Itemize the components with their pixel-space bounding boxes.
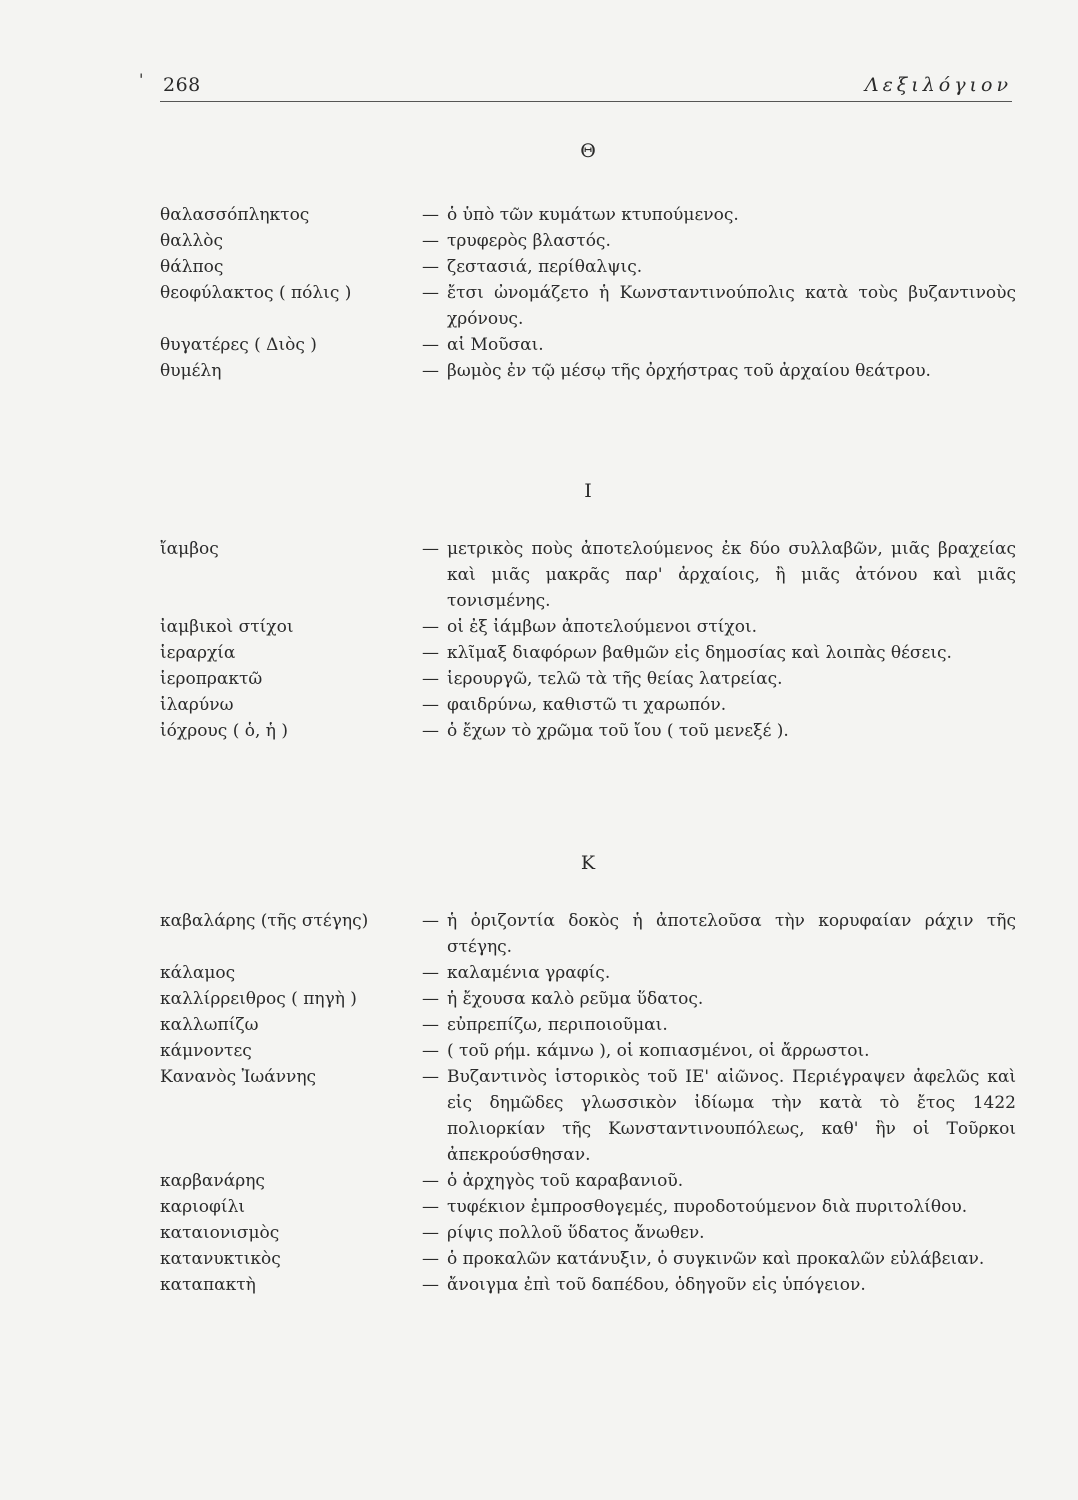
entry-term: ἰόχρους ( ὁ, ἡ ) — [160, 721, 288, 741]
entry-dash: — — [422, 989, 439, 1009]
entry-term: κάμνοντες — [160, 1041, 252, 1061]
entry-term: θαλλὸς — [160, 231, 224, 251]
entry-definition: κλῖμαξ διαφόρων βαθμῶν εἰς δημοσίας καὶ λοιπὰς θέσεις. — [447, 643, 952, 663]
entry — [160, 1038, 1016, 1064]
entry — [160, 1220, 1016, 1246]
entry-definition: ὁ ὑπὸ τῶν κυμάτων κτυπούμενος. — [447, 205, 739, 225]
entry-dash: — — [422, 1249, 439, 1269]
entry-dash: — — [422, 539, 439, 559]
entry-term: καταπακτὴ — [160, 1275, 256, 1295]
running-title: Λεξιλόγιον — [864, 74, 1012, 96]
entry-dash: — — [422, 643, 439, 663]
entry-definition: καλαμένια γραφίς. — [447, 963, 611, 983]
entry-definition: ρίψις πολλοῦ ὕδατος ἄνωθεν. — [447, 1223, 705, 1243]
entry-dash: — — [422, 617, 439, 637]
entry-definition: ἡ ὁριζοντία δοκὸς ἡ ἀποτελοῦσα τὴν κορυφαίαν ράχιν τῆς στέγης. — [447, 911, 1016, 957]
entry-dash: — — [422, 335, 439, 355]
entry — [160, 692, 1016, 718]
entry-definition: ὁ προκαλῶν κατάνυξιν, ὁ συγκινῶν καὶ προκαλῶν εὐλάβειαν. — [447, 1249, 985, 1269]
entry-definition: τρυφερὸς βλαστός. — [447, 231, 611, 251]
section-letter: Κ — [580, 852, 596, 874]
entry-dash: — — [422, 1275, 439, 1295]
entry-definition: ὁ ἔχων τὸ χρῶμα τοῦ ἴου ( τοῦ μενεξέ ). — [447, 721, 789, 741]
page-header — [139, 70, 1012, 100]
page-number: 268 — [163, 74, 201, 96]
entry-term: καβαλάρης (τῆς στέγης) — [160, 911, 369, 931]
entry-dash: — — [422, 231, 439, 251]
entry-term: θεοφύλακτος ( πόλις ) — [160, 283, 352, 303]
entry-definition: οἱ ἐξ ἰάμβων ἀποτελούμενοι στίχοι. — [447, 617, 758, 637]
entry-dash: — — [422, 1041, 439, 1061]
entry — [160, 280, 1016, 332]
entry-dash: — — [422, 695, 439, 715]
entry-dash: — — [422, 1197, 439, 1217]
entry-dash: — — [422, 1223, 439, 1243]
entry-definition: τυφέκιον ἐμπροσθογεμές, πυροδοτούμενον διὰ πυριτολίθου. — [447, 1197, 968, 1217]
entry-definition: ( τοῦ ρήμ. κάμνω ), οἱ κοπιασμένοι, οἱ ἄρρωστοι. — [447, 1041, 870, 1061]
entry — [160, 1246, 1016, 1272]
entry — [160, 718, 1016, 744]
entry-term: καταιονισμὸς — [160, 1223, 280, 1243]
entry-term: καλλωπίζω — [160, 1015, 259, 1035]
entry-term: Κανανὸς Ἰωάννης — [160, 1067, 317, 1087]
entry-term: κατανυκτικὸς — [160, 1249, 281, 1269]
entry-list — [160, 908, 1016, 1298]
entry-term: θάλπος — [160, 257, 224, 277]
entry-dash: — — [422, 205, 439, 225]
entry-term: ἴαμβος — [160, 539, 219, 559]
entry-dash: — — [422, 283, 439, 303]
entry-dash: — — [422, 1171, 439, 1191]
entry-definition: ἄνοιγμα ἐπὶ τοῦ δαπέδου, ὁδηγοῦν εἰς ὑπόγειον. — [447, 1275, 866, 1295]
header-rule — [160, 101, 1012, 102]
entry-dash: — — [422, 669, 439, 689]
entry-definition: μετρικὸς ποὺς ἀποτελούμενος ἐκ δύο συλλαβῶν, μιᾶς βραχείας καὶ μιᾶς μακρᾶς παρ' ἀρχαίοις, ἢ μιᾶς ἀτόνου καὶ μιᾶς τονισμένης. — [447, 539, 1016, 611]
entry — [160, 536, 1016, 614]
entry-definition: ὁ ἀρχηγὸς τοῦ καραβανιοῦ. — [447, 1171, 684, 1191]
entry-dash: — — [422, 361, 439, 381]
entry — [160, 986, 1016, 1012]
entry-dash: — — [422, 1015, 439, 1035]
entry — [160, 640, 1016, 666]
entry — [160, 228, 1016, 254]
entry-term: κάλαμος — [160, 963, 236, 983]
entry-definition: ἱερουργῶ, τελῶ τὰ τῆς θείας λατρείας. — [447, 669, 783, 689]
section-letter: Ι — [584, 480, 592, 502]
entry — [160, 960, 1016, 986]
entry-definition: ἡ ἔχουσα καλὸ ρεῦμα ὕδατος. — [447, 989, 704, 1009]
entry-term: ἱεραρχία — [160, 643, 236, 663]
entry — [160, 1168, 1016, 1194]
entry-term: ἰαμβικοὶ στίχοι — [160, 617, 294, 637]
entry-term: καλλίρρειθρος ( πηγὴ ) — [160, 989, 357, 1009]
entry-dash: — — [422, 963, 439, 983]
entry — [160, 666, 1016, 692]
entry-dash: — — [422, 1067, 439, 1087]
entry — [160, 1272, 1016, 1298]
entry — [160, 614, 1016, 640]
entry-dash: — — [422, 911, 439, 931]
entry-term: καριοφίλι — [160, 1197, 246, 1217]
entry-definition: ἔτσι ὠνομάζετο ἡ Κωνσταντινούπολις κατὰ τοὺς βυζαντινοὺς χρόνους. — [447, 283, 1016, 329]
entry-term: θυμέλη — [160, 361, 222, 381]
section-letter: Θ — [580, 140, 596, 162]
entry-dash: — — [422, 257, 439, 277]
entry-list — [160, 202, 1016, 384]
entry-definition: εὐπρεπίζω, περιποιοῦμαι. — [447, 1015, 668, 1035]
entry — [160, 332, 1016, 358]
entry-term: θαλασσόπληκτος — [160, 205, 310, 225]
entry — [160, 1064, 1016, 1168]
entry-term: καρβανάρης — [160, 1171, 265, 1191]
entry — [160, 254, 1016, 280]
entry-list — [160, 536, 1016, 744]
entry-definition: αἱ Μοῦσαι. — [447, 335, 544, 355]
entry-term: ἱεροπρακτῶ — [160, 669, 263, 689]
entry-definition: φαιδρύνω, καθιστῶ τι χαρωπόν. — [447, 695, 727, 715]
entry — [160, 1012, 1016, 1038]
entry-definition: ζεστασιά, περίθαλψις. — [447, 257, 643, 277]
entry-term: θυγατέρες ( Διὸς ) — [160, 335, 317, 355]
entry — [160, 908, 1016, 960]
entry-dash: — — [422, 721, 439, 741]
header-mark: ' — [139, 70, 144, 89]
entry — [160, 358, 1016, 384]
entry-definition: Βυζαντινὸς ἱστορικὸς τοῦ ΙΕ' αἰῶνος. Περιέγραψεν ἀφελῶς καὶ εἰς δημῶδες γλωσσικὸν ἰδίωμα τὴν κατὰ τὸ ἔτος 1422 πολιορκίαν τῆς Κωνσταντινουπόλεως, καθ' ἣν οἱ Τοῦρκοι ἀπεκρούσθησαν. — [447, 1067, 1016, 1165]
entry-definition: βωμὸς ἐν τῷ μέσῳ τῆς ὀρχήστρας τοῦ ἀρχαίου θεάτρου. — [447, 361, 931, 381]
entry-term: ἱλαρύνω — [160, 695, 234, 715]
entry — [160, 1194, 1016, 1220]
entry — [160, 202, 1016, 228]
